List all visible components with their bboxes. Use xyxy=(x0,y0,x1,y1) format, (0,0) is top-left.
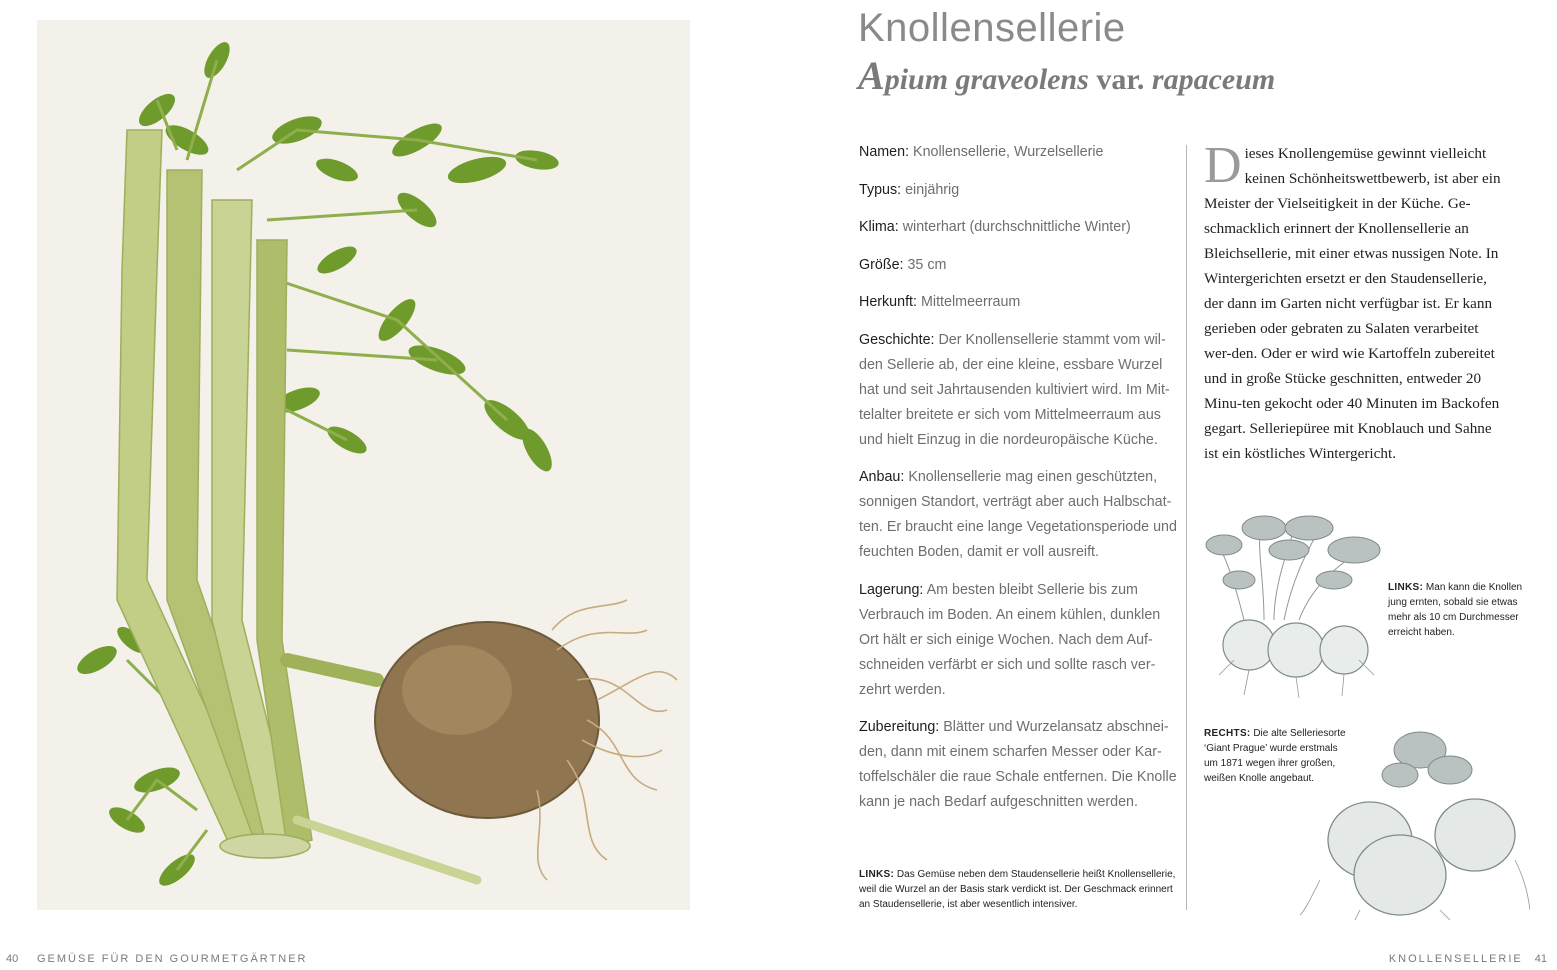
running-head-right: KNOLLENSELLERIE xyxy=(1388,953,1523,965)
column-divider xyxy=(1186,145,1187,910)
fact-anbau: Anbau: Knollensellerie mag einen geschützten, sonnigen Standort, verträgt aber auch Halbschat-ten. Er braucht eine lange Vegetationsperiode und feuchten Boden, damit er voll ausreift. xyxy=(859,469,1177,560)
celeriac-illustration xyxy=(37,20,690,910)
caption-right-2: RECHTS: Die alte Selleriesorte ‘Giant Prague’ wurde erstmals um 1871 wegen ihrer großen, weißen Knolle angebaut. xyxy=(1204,728,1346,784)
engraving-giant-prague xyxy=(1300,720,1530,920)
fact-zubereitung: Zubereitung: Blätter und Wurzelansatz abschnei-den, dann mit einem scharfen Messer oder Kar-toffelschäler die raue Schale entfernen. Die Knolle kann je nach Bedarf aufgeschnitten werden. xyxy=(859,719,1177,810)
botanical-genus-species: pium graveolens xyxy=(884,63,1089,96)
celeriac-tuber xyxy=(375,600,677,880)
footer-right xyxy=(1389,953,1547,965)
drop-cap: D xyxy=(1204,137,1242,194)
page-number-left: 40 xyxy=(6,953,19,965)
engraving-young-celeriac xyxy=(1204,510,1389,700)
botanical-variety: rapaceum xyxy=(1151,63,1276,96)
caption-right-1: LINKS: Man kann die Knollen jung ernten, sobald sie etwas mehr als 10 cm Durchmesser erreicht haben. xyxy=(1388,582,1523,638)
fact-namen: Namen: Knollensellerie, Wurzelsellerie xyxy=(859,144,1104,160)
fact-klima: Klima: winterhart (durchschnittliche Winter) xyxy=(859,219,1131,235)
celeriac-painting xyxy=(37,20,690,910)
botanical-name xyxy=(858,52,1275,99)
fact-lagerung: Lagerung: Am besten bleibt Sellerie bis zum Verbrauch im Boden. An einem kühlen, dunklen Ort hält er sich einige Wochen. Nach dem Auf-schneiden verfärbt er sich und sollte rasch ver-zehrt werden. xyxy=(859,581,1161,698)
body-paragraph: Dieses Knollengemüse gewinnt vielleicht keinen Schönheitswettbewerb, ist aber ein Meister der Vielseitigkeit in der Küche. Ge-schmacklich erinnert der Knollensellerie an Bleichsellerie, mit einer etwas nussigen Note. In Wintergerichten ersetzt er den Staudensellerie, der dann im Garten nicht verfügbar ist. Er kann gerieben oder gebraten zu Salaten verarbeitet wer-den. Oder er wird wie Kartoffeln zubereitet und in große Stücke geschnitten, entweder 20 Minu-ten gekocht oder 40 Minuten im Backofen gegart. Selleriepüree mit Knoblauch und Sahne ist ein köstliches Wintergericht. xyxy=(1204,137,1501,462)
fact-groesse: Größe: 35 cm xyxy=(859,256,947,273)
fact-typus: Typus: einjährig xyxy=(859,181,960,198)
page-title: Knollensellerie xyxy=(858,6,1126,50)
running-head-left: GEMÜSE FÜR DEN GOURMETGÄRTNER xyxy=(37,953,308,965)
fact-geschichte: Geschichte: Der Knollensellerie stammt vom wil-den Sellerie ab, der eine kleine, essbare Wurzel hat und seit Jahrtausenden kultiviert wird. Im Mit-telalter breitete er sich vom Mittelmeerraum aus und hielt Einzug in die nordeuropäische Küche. xyxy=(859,331,1170,448)
footer-left xyxy=(0,953,307,965)
caption-left: LINKS: Das Gemüse neben dem Staudensellerie heißt Knollensellerie, weil die Wurzel an der Basis stark verdickt ist. Der Geschmack erinnert an Staudensellerie, ist aber wesentlich intensiver. xyxy=(859,869,1176,910)
fact-herkunft: Herkunft: Mittelmeerraum xyxy=(859,294,1021,310)
body-text xyxy=(1204,137,1504,466)
facts-list xyxy=(859,140,1177,828)
botanical-var-label: var. xyxy=(1096,63,1145,96)
page-number-right: 41 xyxy=(1534,953,1547,965)
botanical-initial: A xyxy=(858,53,885,98)
